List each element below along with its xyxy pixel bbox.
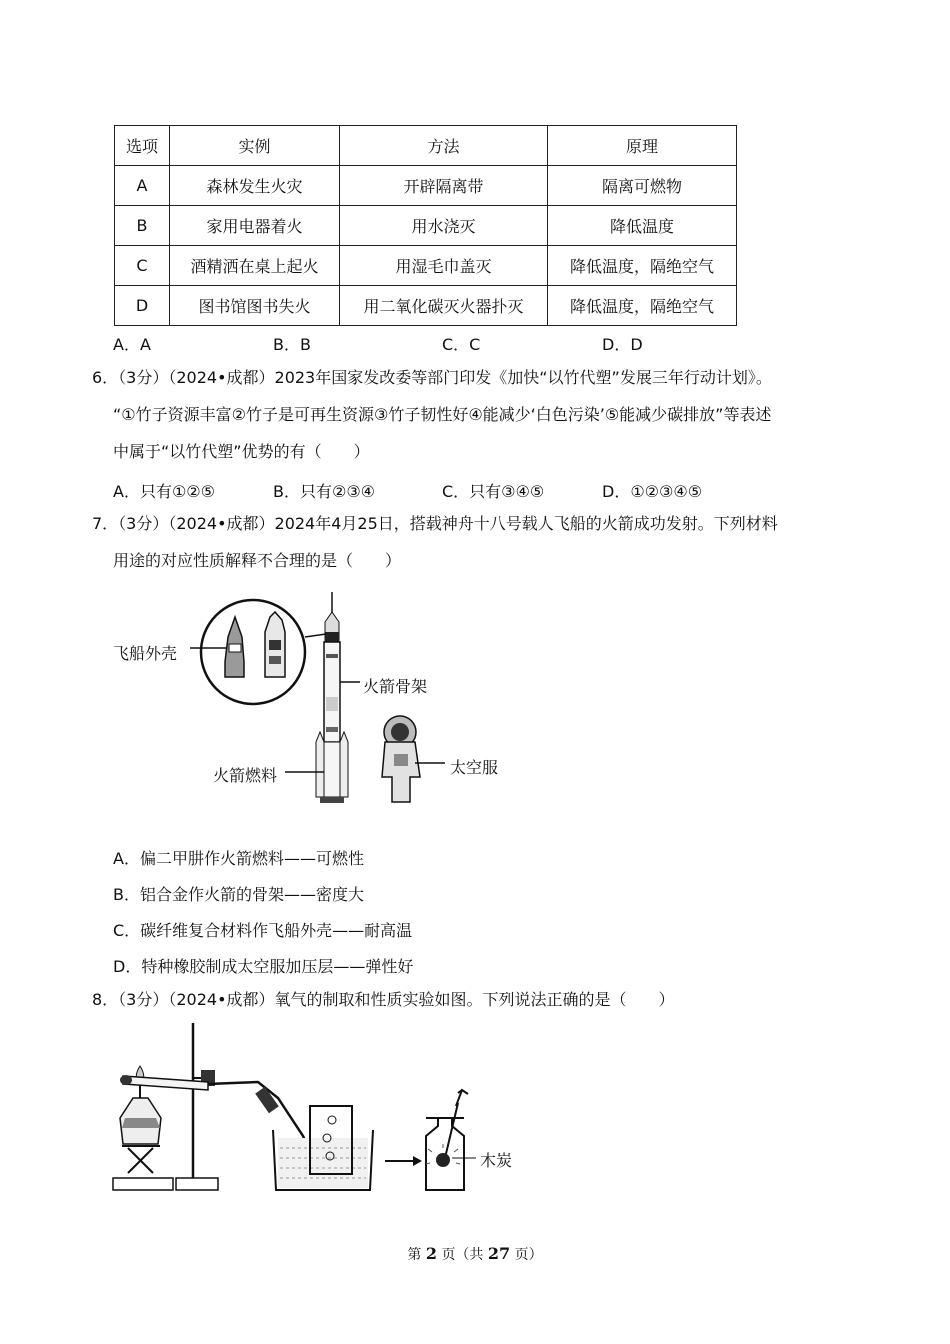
- table-row: [115, 286, 737, 326]
- page-footer: [0, 1244, 950, 1264]
- q5-choice-b: B．B: [273, 335, 311, 354]
- figure-label-frame: 火箭骨架: [363, 677, 428, 696]
- table-row: [115, 206, 737, 246]
- q7-choice-c: C．碳纤维复合材料作飞船外壳——耐高温: [113, 921, 413, 940]
- q7-choice-a: A．偏二甲肼作火箭燃料——可燃性: [113, 849, 364, 868]
- table-header-row: [115, 126, 737, 166]
- oxygen-apparatus-figure: [108, 1018, 528, 1198]
- table-cell: 降低温度，隔绝空气: [548, 286, 737, 326]
- table-cell: D: [115, 286, 170, 326]
- q7-stem-line1: 7．（3分）（2024•成都）2024年4月25日，搭载神舟十八号载人飞船的火箭成功发射。下列材料: [92, 514, 778, 533]
- q6-stem-line3: 中属于“以竹代塑”优势的有（ ）: [113, 442, 370, 461]
- table-row: [115, 166, 737, 206]
- q5-choice-c: C．C: [442, 335, 481, 354]
- figure-label-suit: 太空服: [450, 758, 499, 777]
- q5-choice-d: D．D: [602, 335, 643, 354]
- table-cell: 隔离可燃物: [548, 166, 737, 206]
- table-header: 实例: [170, 126, 340, 166]
- q6-choice-a: A．只有①②⑤: [113, 482, 215, 501]
- table-header: 方法: [340, 126, 548, 166]
- table-row: [115, 246, 737, 286]
- q8-stem-line1: 8．（3分）（2024•成都）氧气的制取和性质实验如图。下列说法正确的是（ ）: [92, 990, 675, 1009]
- figure-label-charcoal: 木炭: [480, 1151, 513, 1170]
- table-cell: 图书馆图书失火: [170, 286, 340, 326]
- table-cell: 用湿毛巾盖灭: [340, 246, 548, 286]
- footer-total-pages: 27: [487, 1244, 511, 1263]
- table-cell: 开辟隔离带: [340, 166, 548, 206]
- q7-choice-b: B．铝合金作火箭的骨架——密度大: [113, 885, 364, 904]
- table-cell: A: [115, 166, 170, 206]
- table-cell: 降低温度: [548, 206, 737, 246]
- table-cell: B: [115, 206, 170, 246]
- table-header: 原理: [548, 126, 737, 166]
- table-cell: 家用电器着火: [170, 206, 340, 246]
- q5-choice-a: A．A: [113, 335, 151, 354]
- q6-choice-c: C．只有③④⑤: [442, 482, 545, 501]
- table-header: 选项: [115, 126, 170, 166]
- q6-choice-d: D．①②③④⑤: [602, 482, 703, 501]
- figure-label-fuel: 火箭燃料: [213, 766, 278, 785]
- q7-stem-line2: 用途的对应性质解释不合理的是（ ）: [113, 551, 402, 570]
- footer-pre: 第: [407, 1247, 422, 1263]
- options-table: [114, 125, 737, 326]
- q6-stem-line2: “①竹子资源丰富②竹子是可再生资源③竹子韧性好④能减少‘白色污染’⑤能减少碳排放”等表述: [113, 405, 772, 424]
- table-cell: 用水浇灭: [340, 206, 548, 246]
- footer-page-number: 2: [425, 1244, 437, 1263]
- table-cell: 森林发生火灾: [170, 166, 340, 206]
- figure-label-shell: 飞船外壳: [113, 644, 178, 663]
- footer-post: 页）: [514, 1247, 543, 1263]
- table-cell: 降低温度，隔绝空气: [548, 246, 737, 286]
- q6-choice-b: B．只有②③④: [273, 482, 376, 501]
- footer-mid: 页（共: [441, 1247, 484, 1263]
- table-cell: 用二氧化碳灭火器扑灭: [340, 286, 548, 326]
- q7-choice-d: D．特种橡胶制成太空服加压层——弹性好: [113, 957, 414, 976]
- q6-stem-line1: 6．（3分）（2024•成都）2023年国家发改委等部门印发《加快“以竹代塑”发展三年行动计划》。: [92, 368, 772, 387]
- table-cell: C: [115, 246, 170, 286]
- table-cell: 酒精洒在桌上起火: [170, 246, 340, 286]
